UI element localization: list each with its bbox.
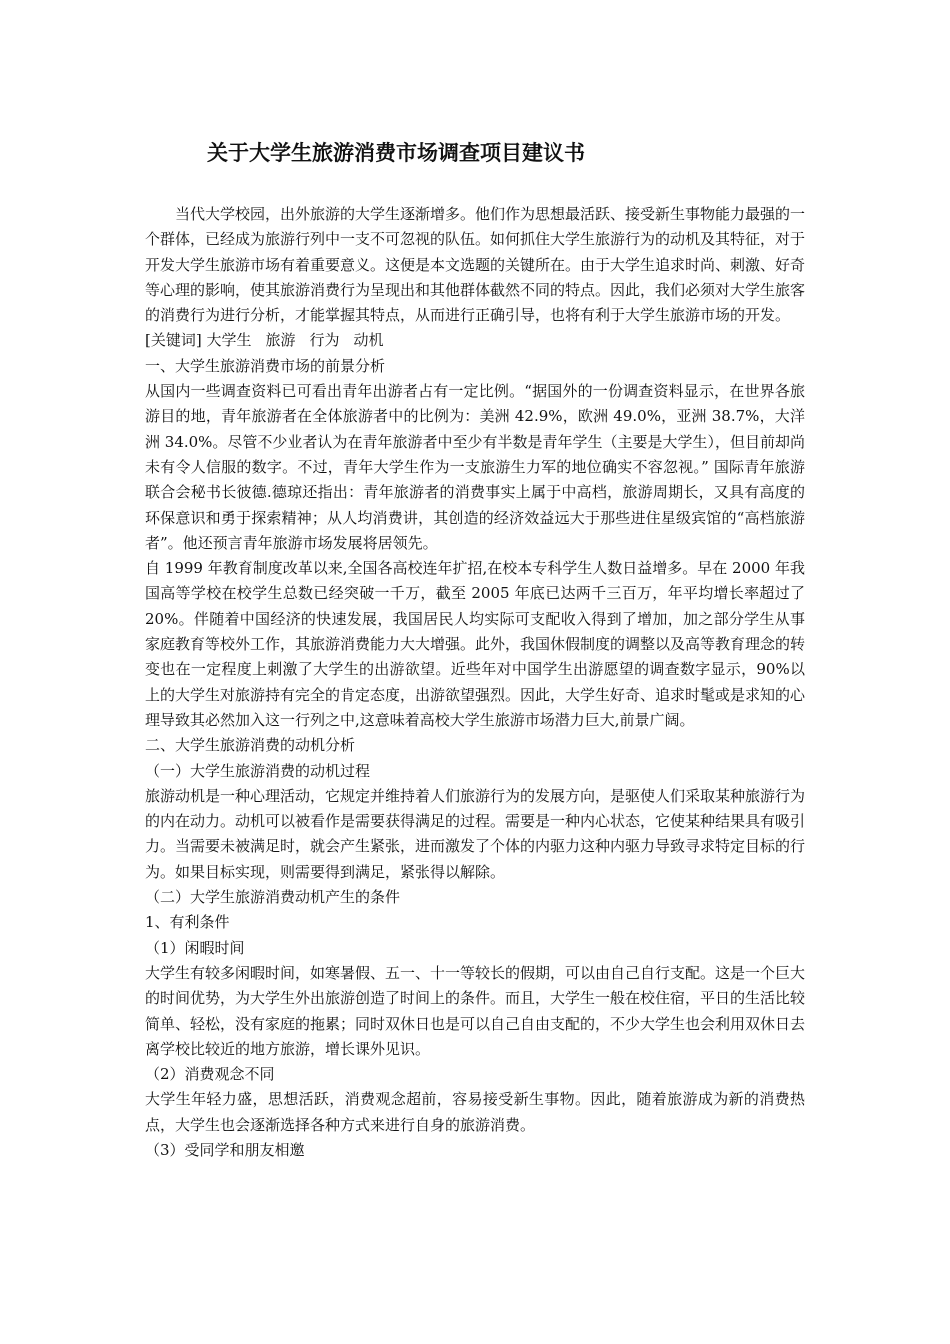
body-paragraph: 从国内一些调查资料已可看出青年出游者占有一定比例。“据国外的一份调查资料显示，在世界各旅游目的地，青年旅游者在全体旅游者中的比例为：美洲 42.9%，欧洲 49.0%，亚洲 38.7%，大洋洲 34.0%。尽管不少业者认为在青年旅游者中至少有半数是青年学生（主要是大学生），但目前却尚未有令人信服的数字。不过，青年大学生作为一支旅游生力军的地位确实不容忽视。” 国际青年旅游联合会秘书长彼德.德琼还指出：青年旅游者的消费事实上属于中高档，旅游周期长，又具有高度的环保意识和勇于探索精神；从人均消费讲，其创造的经济效益远大于那些进住星级宾馆的“高档旅游者”。他还预言青年旅游市场发展将居领先。: [145, 382, 805, 552]
keyword: 行为: [309, 331, 340, 350]
list-heading: （3）受同学和朋友相邀: [145, 1140, 305, 1159]
section-heading: 一、大学生旅游消费市场的前景分析: [145, 356, 386, 375]
body-paragraph: 大学生有较多闲暇时间，如寒暑假、五一、十一等较长的假期，可以由自己自行支配。这是一个巨大的时间优势，为大学生外出旅游创造了时间上的条件。而且，大学生一般在校住宿，平日的生活比较简单、轻松，没有家庭的拖累；同时双休日也是可以自己自由支配的，不少大学生也会利用双休日去离学校比较近的地方旅游，增长课外见识。: [145, 963, 806, 1058]
subsection-heading: （一）大学生旅游消费的动机过程: [145, 761, 371, 780]
keyword: 旅游: [265, 331, 296, 350]
keywords-line: [145, 328, 805, 353]
body-paragraph: 旅游动机是一种心理活动，它规定并维持着人们旅游行为的发展方向，是驱使人们采取某种旅游行为的内在动力。动机可以被看作是需要获得满足的过程。需要是一种内心状态，它使某种结果具有吸引力。当需要未被满足时，就会产生紧张，进而激发了个体的内驱力这种内驱力导致寻求特定目标的行为。如果目标实现，则需要得到满足，紧张得以解除。: [145, 786, 806, 881]
list-heading: （2）消费观念不同: [145, 1065, 275, 1084]
subsection-heading: （二）大学生旅游消费动机产生的条件: [145, 888, 401, 907]
section-heading: 二、大学生旅游消费的动机分析: [145, 736, 356, 755]
body-paragraph: 大学生年轻力盛，思想活跃，消费观念超前，容易接受新生事物。因此，随着旅游成为新的消费热点，大学生也会逐渐选择各种方式来进行自身的旅游消费。: [145, 1090, 805, 1134]
subsection-heading: 1、有利条件: [145, 913, 230, 932]
keywords-label: [关键词] 大学生: [145, 331, 252, 350]
list-heading: （1）闲暇时间: [145, 938, 245, 957]
document-title: 关于大学生旅游消费市场调查项目建议书: [207, 140, 585, 165]
document-body: [145, 202, 805, 1163]
intro-paragraph: 当代大学校园，出外旅游的大学生逐渐增多。他们作为思想最活跃、接受新生事物能力最强的一个群体，已经成为旅游行列中一支不可忽视的队伍。如何抓住大学生旅游行为的动机及其特征，对于开发大学生旅游市场有着重要意义。这便是本文选题的关键所在。由于大学生追求时尚、刺激、好奇等心理的影响，使其旅游消费行为呈现出和其他群体截然不同的特点。因此，我们必须对大学生旅客的消费行为进行分析，才能掌握其特点，从而进行正确引导，也将有利于大学生旅游市场的开发。: [145, 205, 806, 325]
keyword: 动机: [353, 331, 384, 350]
body-paragraph: 自 1999 年教育制度改革以来,全国各高校连年扩招,在校本专科学生人数日益增多。早在 2000 年我国高等学校在校学生总数已经突破一千万，截至 2005 年底已达两千三百万，年平均增长率超过了 20%。伴随着中国经济的快速发展，我国居民人均实际可支配收入得到了增加，加之部分学生从事家庭教育等校外工作，其旅游消费能力大大增强。此外，我国休假制度的调整以及高等教育理念的转变也在一定程度上刺激了大学生的出游欲望。近些年对中国学生出游愿望的调查数字显示，90%以上的大学生对旅游持有完全的肯定态度，出游欲望强烈。因此，大学生好奇、追求时髦或是求知的心理导致其必然加入这一行列之中,这意味着高校大学生旅游市场潜力巨大,前景广阔。: [145, 559, 806, 729]
